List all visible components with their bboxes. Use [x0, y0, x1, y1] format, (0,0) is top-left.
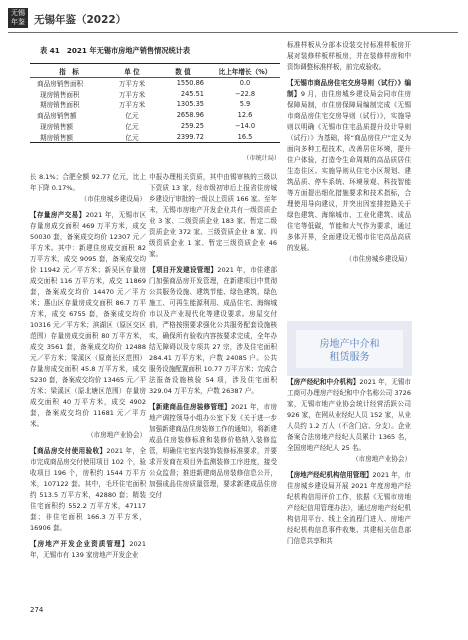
section-title-line-2: 租赁服务 [329, 352, 370, 363]
entry-paragraph [149, 265, 277, 397]
header-indicator: 指 标 [30, 64, 108, 78]
row-unit: 亿元 [125, 123, 139, 132]
header-rule [8, 32, 458, 33]
entry-paragraph [149, 402, 277, 501]
text-column-3 [287, 40, 411, 265]
row-growth: 12.6 [237, 111, 253, 120]
row-unit: 亿元 [125, 112, 139, 121]
source-note: （市房地产业协会） [87, 431, 146, 439]
row-label: 现房销售面积 [40, 90, 80, 99]
entry-body: 2021 年，无锡市有 139 家房地产开发企业 [30, 540, 146, 559]
entry-heading: 【房产经纪和中介机构】 [287, 378, 360, 386]
row-value: 1305.35 [176, 100, 204, 109]
table-row [30, 110, 280, 121]
entry-paragraph [30, 210, 146, 430]
row-value: 1550.86 [176, 79, 204, 88]
row-growth: 0.0 [239, 79, 251, 88]
header-unit: 单 位 [108, 64, 156, 78]
body-paragraph: 申报办理相关资质，其中由锡审核的三级以下资质 13 家，经市级初审后上报省住房城乡建设厅审批的一级以上资质 166 家。至年末，无锡市房地产开发企业共有一级资质企业 3 家、二级资质企业 183 家、暂定二级资质企业 372 家、三级资质企业 8 家、四级资质企业 1 家、暂定三级资质企业 46 家。 [149, 173, 277, 258]
entry-body: 2021 年，市房地产调控领导小组办公室下发《关于进一步加强新建商品住房装修工作的通知》，将新建成品住房装修标准和装修价格纳入装修监管，明确住宅室内装饰装修标准要求，并要求开发商在项目外监测装修工序进度，接受公众监督；推进新建商品房装修信息公开，加强成品住房质量管理，要求新建成品住房交付 [149, 403, 277, 499]
page-header [0, 0, 468, 32]
row-unit: 万平方米 [118, 90, 146, 99]
entry-heading: 【无锡市商品房住宅交房导则（试行）》编制】 [287, 79, 411, 98]
row-growth: −22.8 [234, 89, 256, 98]
row-unit: 万平方米 [118, 80, 146, 89]
row-value: 2399.72 [156, 131, 210, 142]
book-title: 无锡年鉴（2022） [34, 14, 127, 26]
page-number: 274 [30, 606, 44, 614]
entry-heading: 【新建商品住房装修管理】 [149, 403, 231, 411]
section-title-line-1: 房地产中介和 [319, 339, 380, 350]
row-value: 2658.96 [176, 111, 204, 120]
row-growth: −14.0 [234, 122, 256, 131]
table-title: 表 41 2021 年无锡市房地产销售情况统计表 [40, 46, 191, 55]
entry-paragraph [30, 539, 146, 561]
source-note: （市住房城乡建设局） [345, 255, 411, 263]
row-growth: 16.5 [210, 131, 280, 142]
source-note: （市房地产业协会） [352, 455, 411, 463]
row-value: 245.51 [180, 89, 204, 98]
sales-table [30, 63, 280, 143]
section-title [287, 338, 412, 364]
body-paragraph: 标准样板从分部本设装交付标准样板房开展对装修样板样板房，并在装修样房和中资饰调整标准样板，前完成验收。 [287, 41, 411, 71]
table-header-row [30, 64, 280, 78]
table-source: （市统计局） [243, 155, 281, 162]
table-row [30, 99, 280, 110]
row-unit: 万平方米 [118, 101, 146, 110]
row-unit: 亿元 [108, 131, 156, 142]
row-label: 期房销售额 [30, 131, 108, 142]
entry-heading: 【存量房产交易】 [30, 211, 86, 219]
table-row [30, 88, 280, 99]
header-growth: 比上年增长（%） [210, 64, 280, 78]
row-label: 商品房销售额 [37, 112, 77, 121]
source-note: （市住房城乡建设局） [80, 195, 146, 203]
table-row [30, 78, 280, 89]
text-column-1 [30, 172, 146, 561]
body-paragraph: 长 8.1%；合肥全额 92.77 亿元，比上年下降 0.17%。 [30, 173, 146, 192]
row-growth: 5.9 [239, 100, 251, 109]
row-label: 期房销售面积 [40, 101, 80, 110]
entry-heading: 【项目开发建设管理】 [149, 266, 218, 274]
entry-body: 2021 年，全市完成商品房交付使用项目 102 个，验收项目 196 个，房积约 1544 万平方米，107122 套。其中，毛坯住宅面积约 513.5 万平方米，42880 套；精装住宅面积约 552.2 万平方米，47117 套；非住宅面积 166.3 万平方米，16906 套。 [30, 447, 146, 532]
entry-body: 2021 年，市住建部门加强商品房开发管理，在新建项目中贯彻公共服务设施、建筑节能、绿色建筑、绿色施工、可再生能源利用、成品住宅、海绵城市以及产业现代化等建设要求。房屋交付前，严格按照要求强化公共服务配套设施核实，确保所有验收内容按要求完成，全年办结无障碍以及专项共 27 宗，涉及住宅面积 284.41 万平方米，户数 24085 户。公共服务设施配置面积 10.77 万平方米；完成合法报备设施核验 54 项，涉及住宅面积 329.04 万平方米，户数 26387 户。 [149, 266, 277, 395]
yearbook-logo: 无锡年鉴 [8, 8, 28, 28]
header-value: 数 值 [156, 64, 210, 78]
text-column-2 [149, 172, 277, 501]
text-column-4 [287, 377, 411, 547]
table-row [30, 121, 280, 132]
entry-heading: 【房地产开发企业资质管理】 [30, 540, 130, 548]
entry-paragraph [287, 377, 411, 454]
entry-heading: 【房地产经纪机构信用管理】 [287, 471, 373, 479]
row-value: 259.25 [180, 122, 204, 131]
entry-heading: 【商品房交付使用验收】 [30, 447, 107, 455]
entry-body: 2021 年，无锡市工商可办理房产经纪和中介名称公司 3726 家，无锡市地产业协会统计经营活跃公司 926 家，在网从业经纪人员 152 家，从业人员约 1.2 万人（不含门店、分支）。企业备案合法房地产经纪人员累计 1365 名，全国房地产经纪人 25 名。 [287, 378, 411, 452]
entry-paragraph [30, 446, 146, 534]
row-label: 商品房销售面积 [37, 80, 84, 89]
entry-paragraph [287, 470, 411, 547]
entry-body: 2021 年，市住房城乡建设局开展 2021 年度房地产经纪机构信用评价工作，依据《无锡市房地产经纪信用管理办法》，通过房地产经纪机构信用平台、线上全流程门进入、房地产经纪机构信息事件收集、共建相关信息部门信息共享和共 [287, 471, 411, 545]
table-row [30, 131, 280, 142]
entry-paragraph [287, 78, 411, 254]
entry-body: 9 月，由住房城乡建设局会同市住房保障局制，市住房保障局编制完成《无锡市商品房住宅交房导则（试行）》，实施导则以明确《无锡市住宅品质提升设计导则（试行）》为基础，将“商品房住户”定义为面向多种工程技术，改善居住环境，提升住户体验，打造令生命周期的高品质居住生态住区。实施导则从住宅小区规划、建筑品质、停车系统、环境景观、科技智能等方面提出细化措施要求和技术指标，合理使用导向建议，并突出因室排控路关于绿色建筑、海绵城市、工业化建筑、成品住宅等低碳，节能和大气作为要求，通过多体开界，全面建设无锡市住宅高品高质的发展。 [287, 90, 411, 252]
entry-body: 2021 年，无锡市区存量房成交面积 469 万平方米，成交 50030 套，备案成交均价 12307 元／平方米。其中：新建住房成交面积 82 万平方米，成交 9095 套，备案成交均价 11942 元／平方米；新吴区存量房成交面积 116 万平方米，成交 11869 套，备案成交均价 14470 元／平方米；惠山区存量房成交面积 86.7 万平方米，成交 6755 套，备案成交均价 10316 元／平方米；滨湖区（原区交区范围）存量房成交面积 80 万平方米，成交 3561 套，备案成交均价 12488 元／平方米；梁溪区（原南长区范围）存量房成交面积 45.8 万平方米，成交 5230 套，备案成交均价 13465 元／平方米；梁溪区（原北塘区范围）存量房成交面积 40 万平方米，成交 4902 套，备案成交均价 11681 元／平方米。 [30, 211, 146, 428]
row-label: 现房销售额 [40, 123, 73, 132]
